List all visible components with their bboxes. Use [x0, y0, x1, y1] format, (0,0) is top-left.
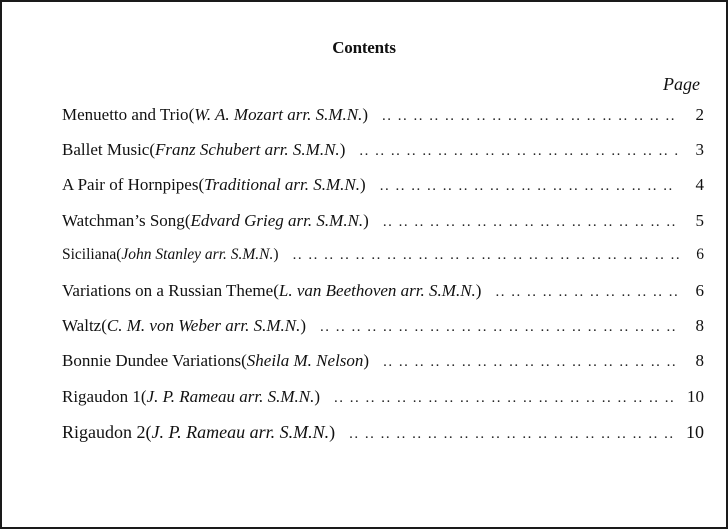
toc-entry-waltz: [62, 317, 704, 352]
dot-leader: [380, 179, 680, 194]
entry-page-number: 6: [696, 245, 704, 263]
dot-leader: [293, 248, 680, 263]
dot-leader: [349, 427, 680, 442]
toc-entry-siciliana: [62, 247, 704, 282]
entry-page-number: 8: [695, 316, 704, 336]
dot-leader: [495, 285, 680, 300]
entry-title: A Pair of Hornpipes: [62, 175, 199, 195]
toc-entry-variations-on-a-russian-theme: [62, 282, 704, 317]
toc-list: [62, 106, 704, 458]
entry-title: Rigaudon 2: [62, 421, 146, 442]
entry-credit: (Franz Schubert arr. S.M.N.): [149, 140, 346, 160]
dot-leader: [334, 391, 680, 406]
dot-leader: [359, 144, 680, 159]
dot-leader: [320, 320, 680, 335]
entry-credit: (L. van Beethoven arr. S.M.N.): [273, 280, 482, 300]
entry-page-number: 5: [695, 210, 704, 230]
toc-entry-bonnie-dundee-variations: [62, 352, 704, 387]
entry-page-number: 3: [695, 140, 704, 160]
entry-page-number: 6: [695, 280, 704, 300]
entry-title: Waltz: [62, 316, 102, 336]
toc-entry-ballet-music: [62, 141, 704, 176]
entry-title: Variations on a Russian Theme: [62, 280, 274, 300]
entry-credit: (W. A. Mozart arr. S.M.N.): [188, 105, 369, 124]
entry-credit: (John Stanley arr. S.M.N.): [116, 245, 279, 263]
toc-entry-rigaudon-2: [62, 423, 704, 458]
entry-title: Ballet Music: [62, 140, 150, 160]
dot-leader: [383, 355, 680, 370]
entry-credit: (J. P. Rameau arr. S.M.N.): [140, 386, 320, 406]
entry-page-number: 4: [695, 175, 704, 195]
entry-title: Siciliana: [62, 245, 117, 263]
dot-leader: [383, 215, 680, 230]
entry-title: Watchman’s Song: [62, 210, 185, 230]
toc-entry-menuetto-and-trio: [62, 106, 704, 141]
entry-credit: (Sheila M. Nelson): [241, 351, 370, 371]
entry-title: Rigaudon 1: [62, 386, 141, 406]
toc-entry-rigaudon-1: [62, 388, 704, 423]
page-title: Contents: [332, 38, 396, 57]
page-column-label: Page: [663, 74, 700, 94]
entry-page-number: 10: [687, 386, 704, 406]
dot-leader: [382, 109, 680, 124]
toc-entry-watchmans-song: [62, 212, 704, 247]
entry-credit: (Edvard Grieg arr. S.M.N.): [184, 210, 369, 230]
entry-credit: (J. P. Rameau arr. S.M.N.): [145, 421, 336, 442]
toc-entry-a-pair-of-hornpipes: [62, 176, 704, 211]
entry-page-number: 8: [695, 351, 704, 371]
entry-credit: (C. M. von Weber arr. S.M.N.): [101, 316, 307, 336]
entry-title: Bonnie Dundee Variations: [62, 351, 242, 371]
entry-page-number: 2: [695, 105, 704, 124]
entry-credit: (Traditional arr. S.M.N.): [198, 175, 366, 195]
entry-title: Menuetto and Trio: [62, 105, 189, 124]
entry-page-number: 10: [686, 421, 704, 442]
